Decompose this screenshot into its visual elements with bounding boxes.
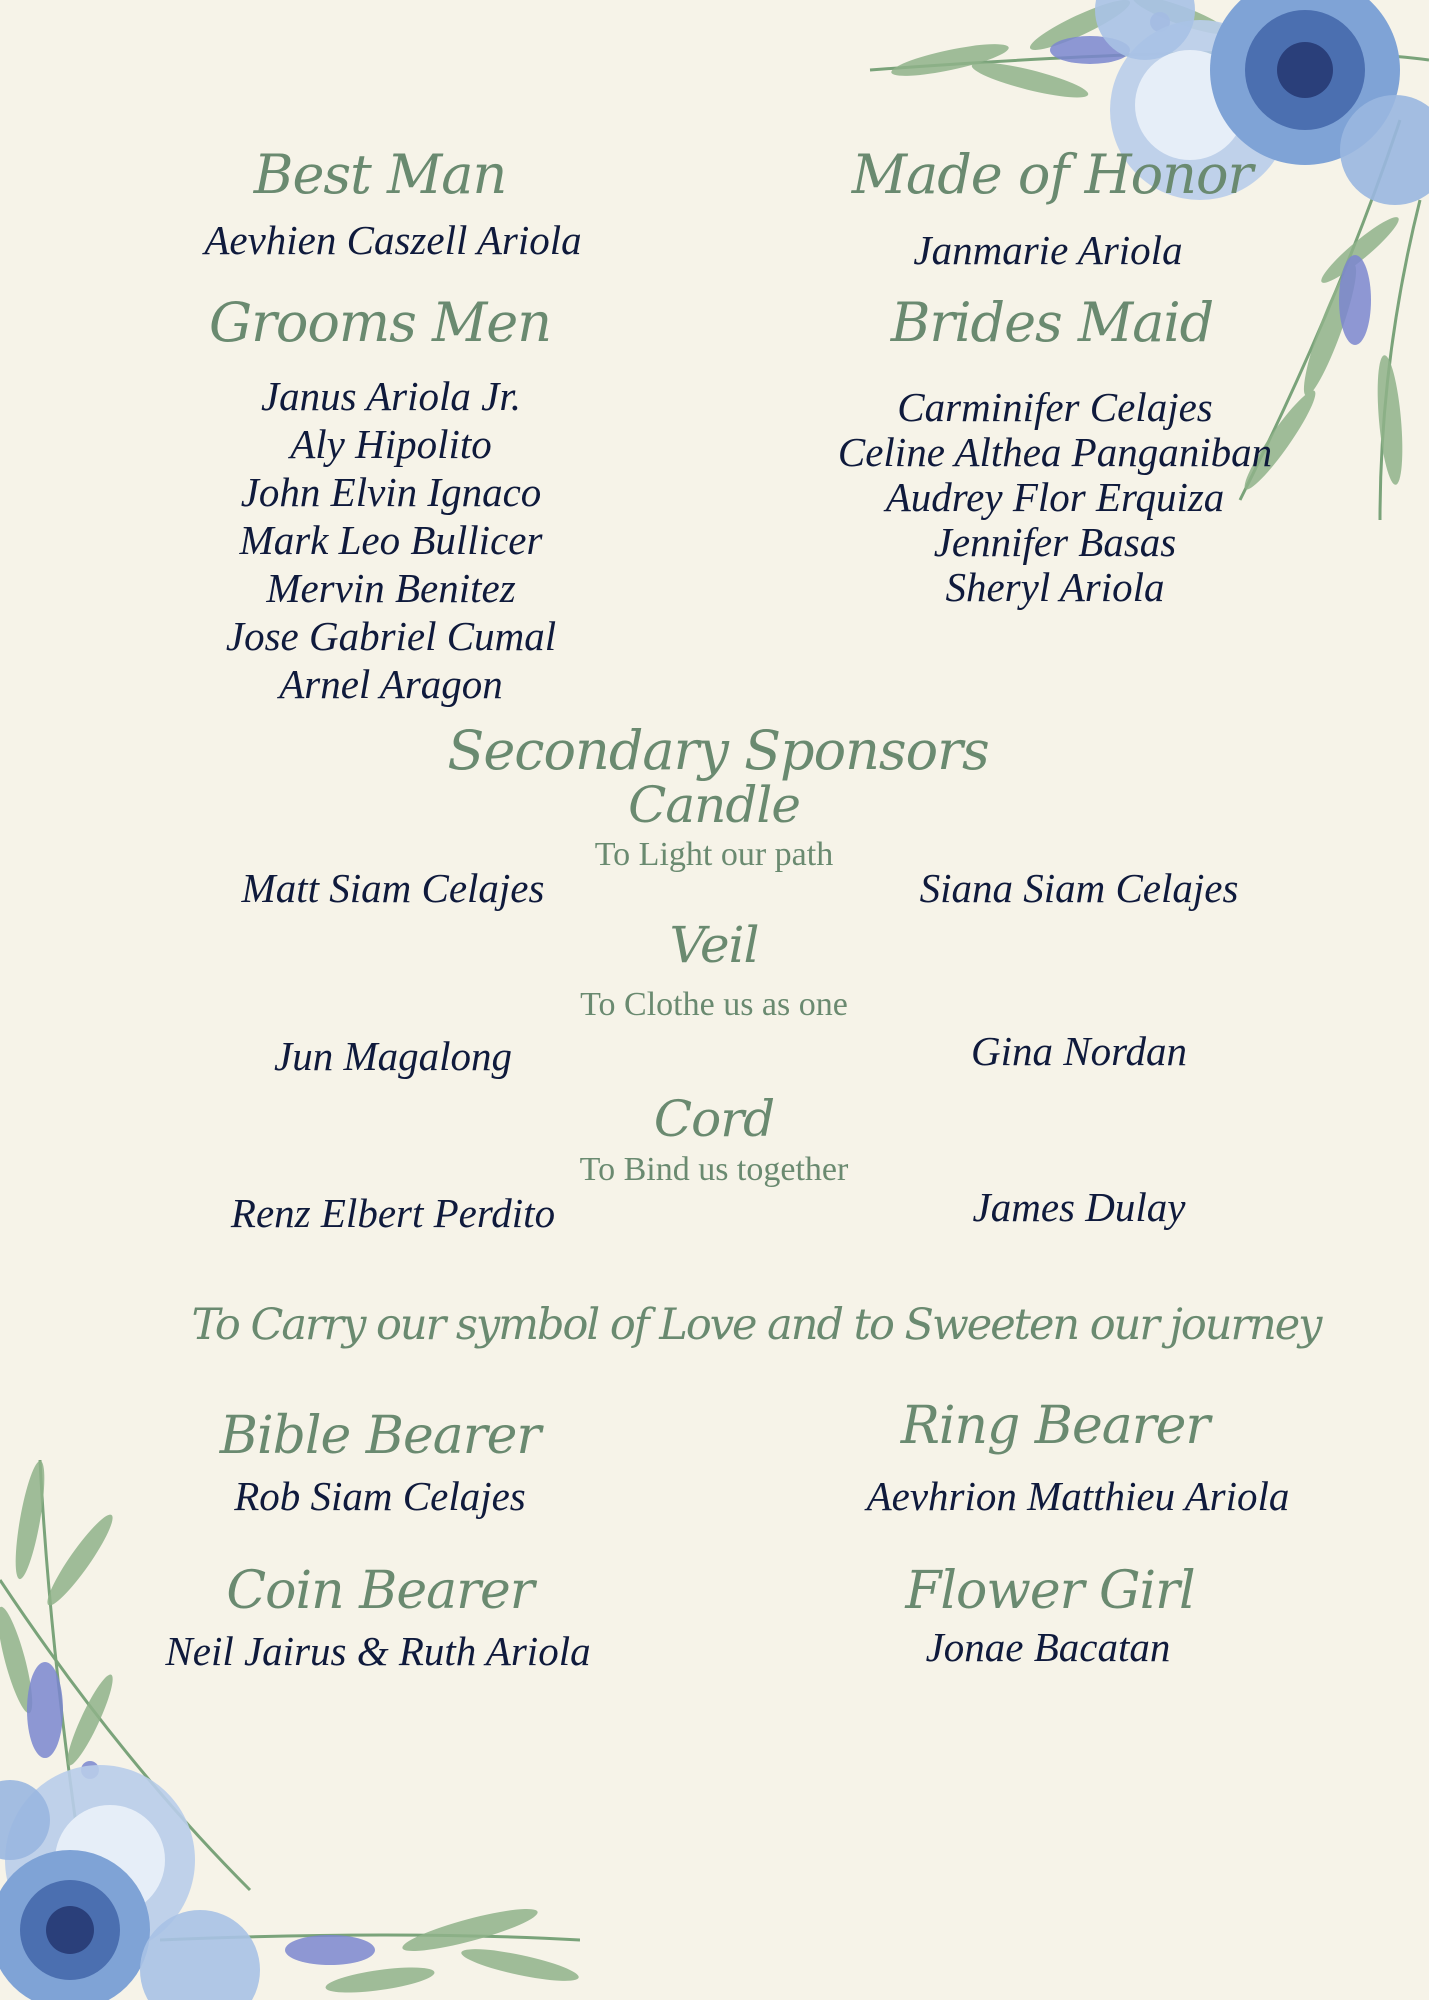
list-item: Carminifer Celajes — [897, 384, 1213, 430]
maid-of-honor-name: Janmarie Ariola — [913, 227, 1183, 273]
groomsmen-list — [226, 372, 556, 708]
maid-of-honor-title: Made of Honor — [851, 143, 1253, 206]
list-item: Jennifer Basas — [933, 519, 1177, 565]
cord-sponsor-left: Renz Elbert Perdito — [230, 1190, 556, 1236]
cord-sponsor-right: James Dulay — [972, 1184, 1186, 1230]
list-item: Arnel Aragon — [279, 661, 503, 707]
candle-sponsor-right: Siana Siam Celajes — [919, 865, 1239, 911]
floral-corner-bottom-left-icon — [0, 1460, 580, 2000]
best-man-name: Aevhien Caszell Ariola — [204, 217, 582, 263]
bridesmaids-list — [838, 383, 1272, 608]
coin-bearer-title: Coin Bearer — [226, 1561, 534, 1621]
list-item: Aly Hipolito — [290, 421, 492, 467]
list-item: Mervin Benitez — [266, 565, 516, 611]
cord-subtitle: To Bind us together — [579, 1151, 849, 1188]
cord-title: Cord — [653, 1090, 775, 1148]
secondary-sponsors-title: Secondary Sponsors — [447, 719, 989, 782]
bible-bearer-title: Bible Bearer — [219, 1406, 541, 1466]
list-item: Mark Leo Bullicer — [239, 517, 543, 563]
list-item: Celine Althea Panganiban — [837, 429, 1273, 475]
bible-bearer-name: Rob Siam Celajes — [234, 1473, 526, 1519]
list-item: John Elvin Ignaco — [240, 469, 542, 515]
best-man-title: Best Man — [253, 143, 507, 206]
coin-bearer-name: Neil Jairus & Ruth Ariola — [165, 1628, 591, 1674]
list-item: Audrey Flor Erquiza — [885, 474, 1225, 520]
ring-bearer-name: Aevhrion Matthieu Ariola — [866, 1473, 1290, 1519]
veil-title: Veil — [669, 916, 759, 974]
bridesmaids-title: Brides Maid — [890, 291, 1214, 354]
veil-subtitle: To Clothe us as one — [580, 986, 848, 1023]
candle-title: Candle — [628, 776, 800, 834]
flower-girl-title: Flower Girl — [905, 1561, 1195, 1621]
list-item: Sheryl Ariola — [945, 564, 1165, 610]
veil-sponsor-left: Jun Magalong — [274, 1033, 512, 1079]
flower-girl-name: Jonae Bacatan — [925, 1624, 1171, 1670]
list-item: Jose Gabriel Cumal — [225, 613, 557, 659]
candle-subtitle: To Light our path — [594, 836, 834, 873]
ring-bearer-title: Ring Bearer — [900, 1396, 1210, 1456]
groomsmen-title: Grooms Men — [208, 291, 552, 354]
veil-sponsor-right: Gina Nordan — [970, 1028, 1188, 1074]
list-item: Janus Ariola Jr. — [260, 373, 522, 419]
candle-sponsor-left: Matt Siam Celajes — [241, 865, 545, 911]
symbol-heading: To Carry our symbol of Love and to Sweeten our journey — [191, 1300, 1321, 1350]
